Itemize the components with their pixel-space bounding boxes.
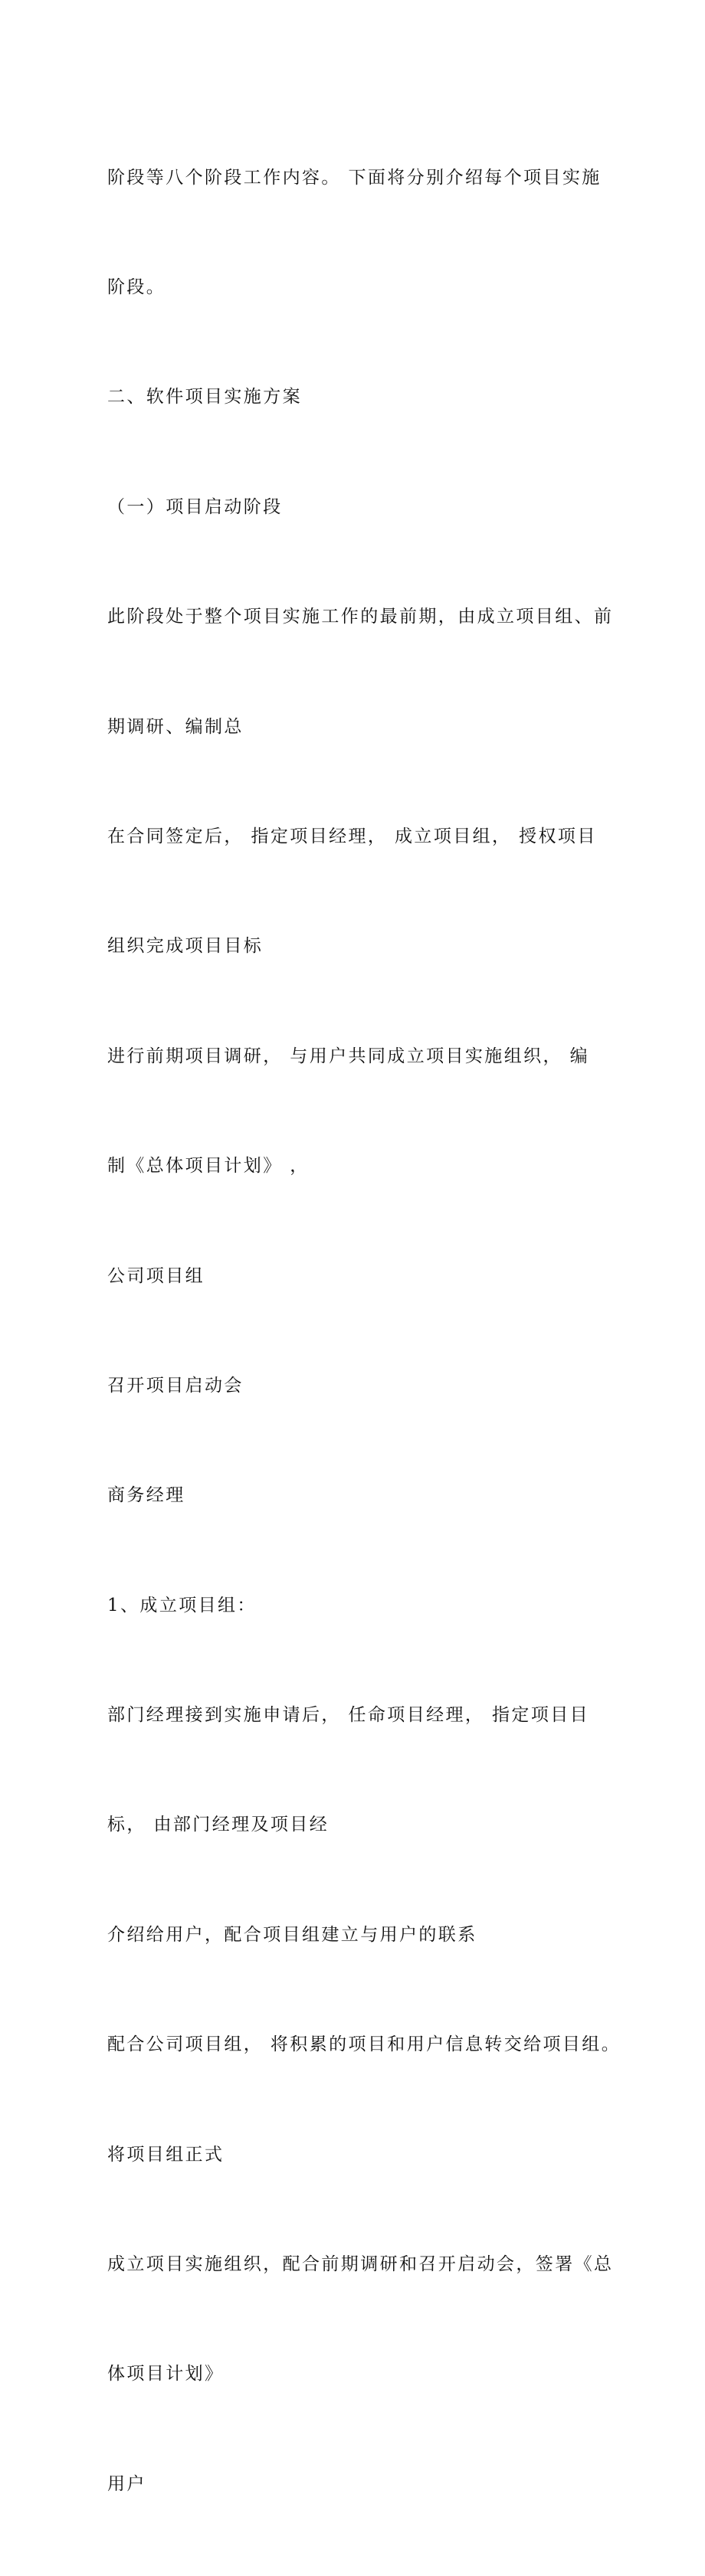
text-line: 介绍给用户，配合项目组建立与用户的联系: [107, 1924, 477, 1945]
text-line: 体项目计划》: [107, 2364, 225, 2385]
text-line: 制《总体项目计划》 ，: [107, 1156, 310, 1177]
text-line: 配合公司项目组， 将积累的项目和用户信息转交给项目组。: [107, 2034, 621, 2055]
text-line: 成立项目实施组织，配合前期调研和召开启动会，签署《总: [107, 2254, 614, 2275]
text-line: 将项目组正式: [107, 2144, 225, 2165]
text-line: 组织完成项目目标: [107, 936, 264, 957]
document-body: [107, 87, 621, 2576]
text-line: 期调研、编制总: [107, 716, 244, 737]
text-line: 阶段。: [107, 277, 166, 297]
text-line: 召开项目启动会: [107, 1375, 244, 1396]
text-line: 用户: [107, 2473, 146, 2494]
text-line: 公司项目组: [107, 1265, 205, 1286]
text-line: 标， 由部门经理及项目经: [107, 1815, 330, 1835]
text-line: 部门经理接到实施申请后， 任命项目经理， 指定项目目: [107, 1705, 590, 1726]
text-line: 在合同签定后， 指定项目经理， 成立项目组， 授权项目: [107, 826, 597, 846]
text-line: 阶段等八个阶段工作内容。 下面将分别介绍每个项目实施: [107, 167, 602, 188]
subsection-heading: （一）项目启动阶段: [107, 496, 283, 517]
list-item-heading: 1、成立项目组：: [107, 1595, 257, 1615]
text-line: 此阶段处于整个项目实施工作的最前期，由成立项目组、前: [107, 607, 614, 627]
text-line: 进行前期项目调研， 与用户共同成立项目实施组织， 编: [107, 1046, 590, 1066]
text-line: 商务经理: [107, 1485, 185, 1506]
section-heading: 二、软件项目实施方案: [107, 387, 302, 408]
